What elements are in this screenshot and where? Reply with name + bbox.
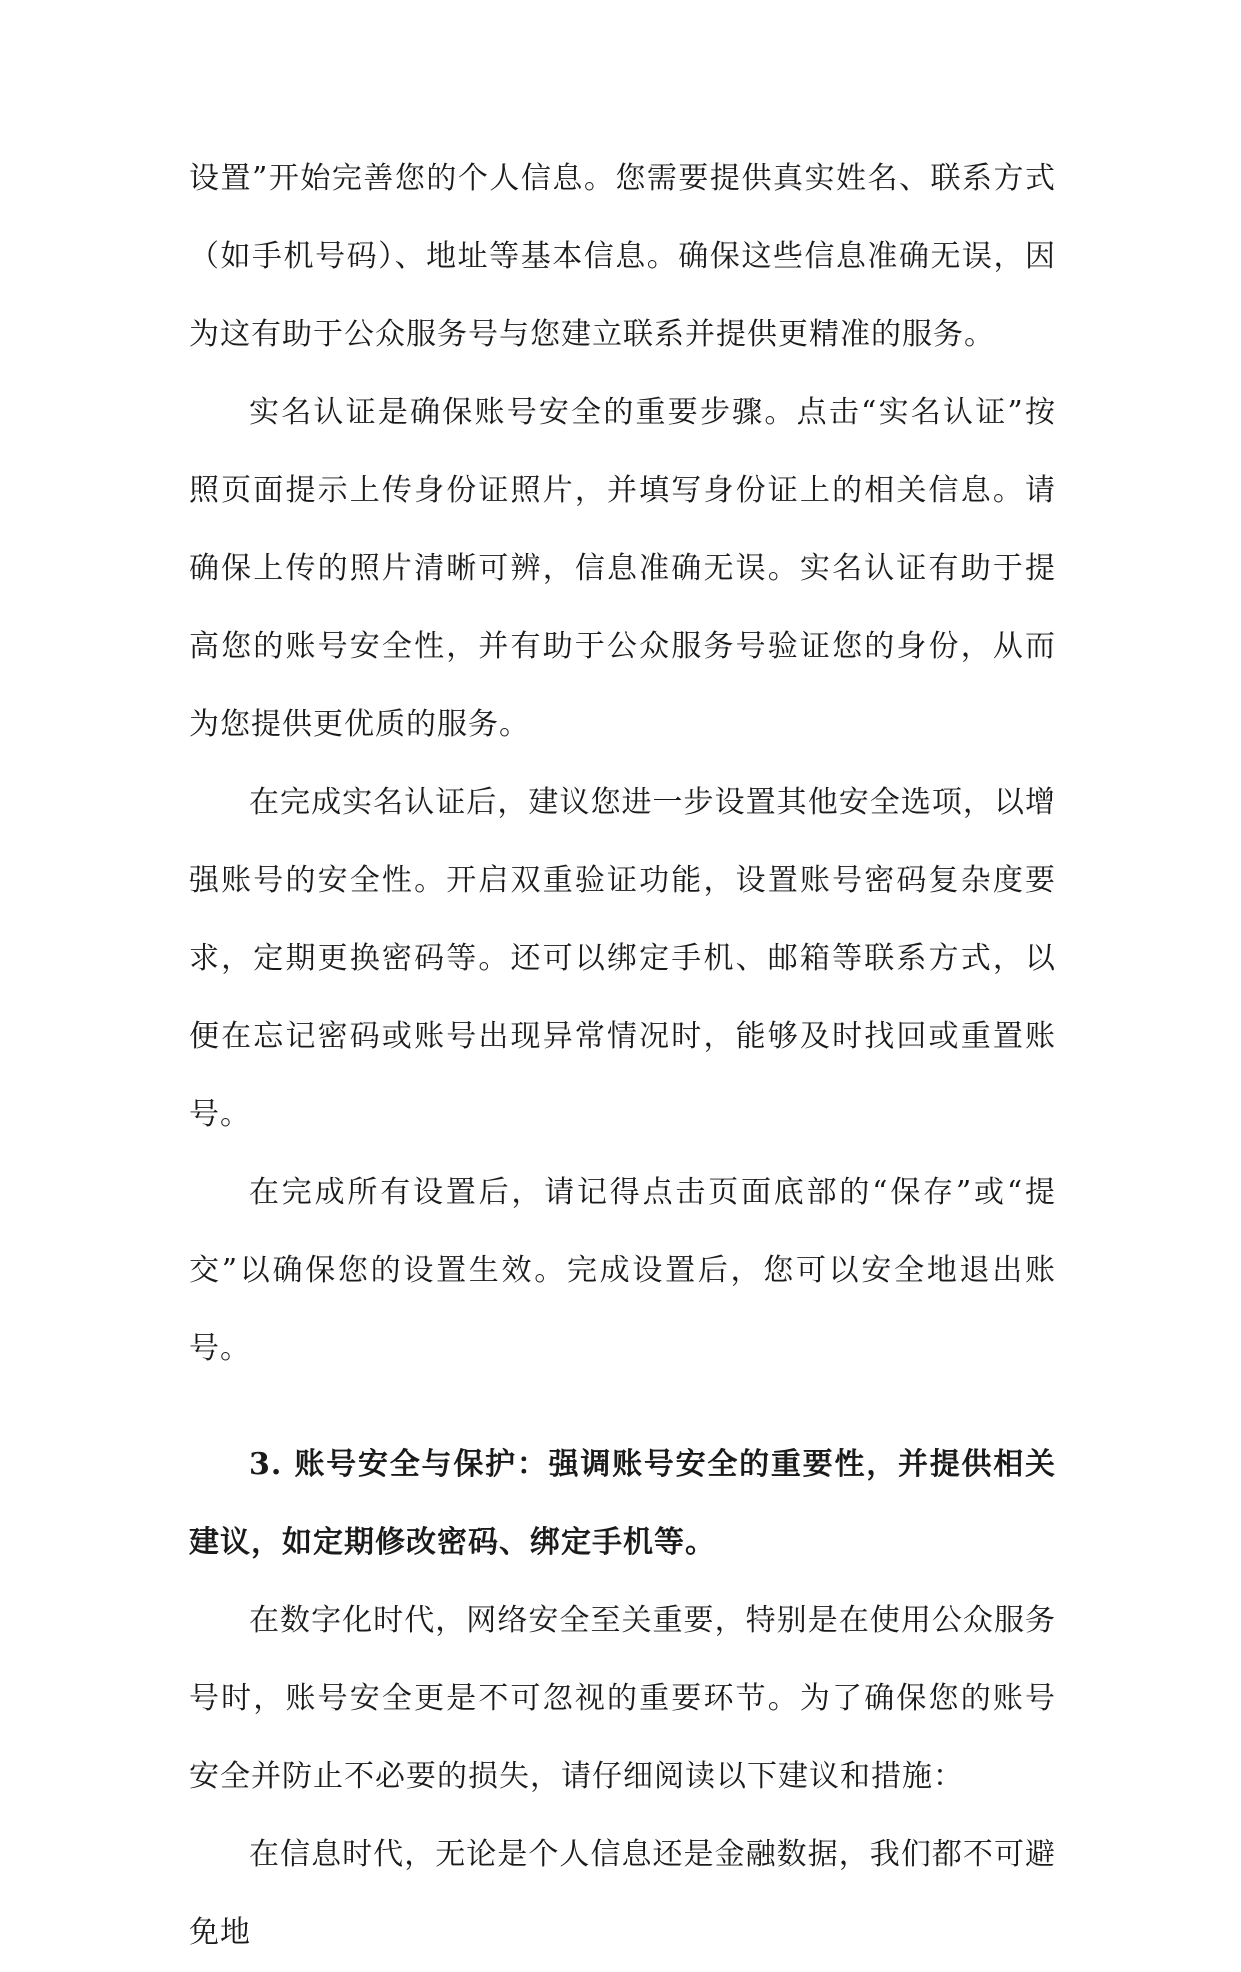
paragraph-save-settings: 在完成所有设置后，请记得点击页面底部的“保存”或“提交”以确保您的设置生效。完成设置后，您可以安全地退出账号。 [189, 1175, 1056, 1366]
paragraph-security-options: 在完成实名认证后，建议您进一步设置其他安全选项，以增强账号的安全性。开启双重验证功能，设置账号密码复杂度要求，定期更换密码等。还可以绑定手机、邮箱等联系方式，以便在忘记密码或账号出现异常情况时，能够及时找回或重置账号。 [189, 785, 1056, 1132]
paragraph-real-name-auth: 实名认证是确保账号安全的重要步骤。点击“实名认证”按照页面提示上传身份证照片，并填写身份证上的相关信息。请确保上传的照片清晰可辨，信息准确无误。实名认证有助于提高您的账号安全性，并有助于公众服务号验证您的身份，从而为您提供更优质的服务。 [189, 395, 1056, 742]
paragraph-information-age: 在信息时代，无论是个人信息还是金融数据，我们都不可避免地 [189, 1837, 1056, 1950]
paragraph-personal-info: 设置”开始完善您的个人信息。您需要提供真实姓名、联系方式（如手机号码）、地址等基本信息。确保这些信息准确无误，因为这有助于公众服务号与您建立联系并提供更精准的服务。 [189, 161, 1056, 352]
document-body [189, 140, 1056, 1972]
section-heading-account-security: 3. 账号安全与保护：强调账号安全的重要性，并提供相关建议，如定期修改密码、绑定手机等。 [189, 1447, 1056, 1560]
paragraph-network-security: 在数字化时代，网络安全至关重要，特别是在使用公众服务号时，账号安全更是不可忽视的重要环节。为了确保您的账号安全并防止不必要的损失，请仔细阅读以下建议和措施： [189, 1603, 1056, 1794]
